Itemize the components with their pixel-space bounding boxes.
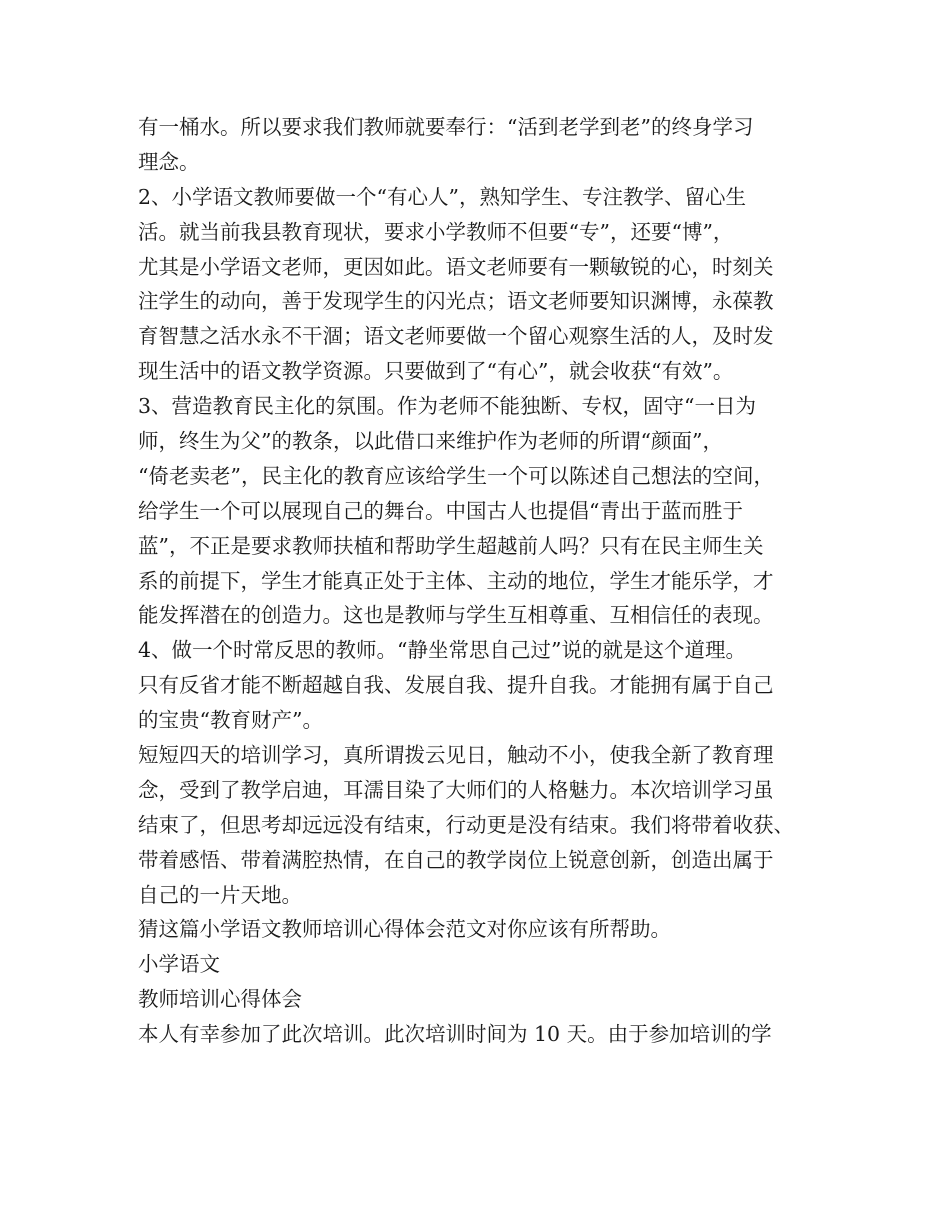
text-line: 的宝贵“教育财产”。 (138, 708, 323, 733)
text-line: 带着感悟、带着满腔热情，在自己的教学岗位上锐意创新，创造出属于 (138, 847, 774, 872)
text-line: 系的前提下，学生才能真正处于主体、主动的地位，学生才能乐学，才 (138, 568, 774, 593)
text-line: 念，受到了教学启迪，耳濡目染了大师们的人格魅力。本次培训学习虽 (138, 777, 774, 802)
text-line: 3、营造教育民主化的氛围。作为老师不能独断、专权，固守“一日为 (138, 394, 757, 419)
document-body (138, 110, 828, 1052)
text-line: 理念。 (138, 149, 200, 174)
text-line: 蓝”，不正是要求教师扶植和帮助学生超越前人吗？只有在民主师生关 (138, 533, 764, 558)
section-heading-line: 教师培训心得体会 (138, 987, 302, 1012)
text-line: 给学生一个可以展现自己的舞台。中国古人也提倡“青出于蓝而胜于 (138, 498, 743, 523)
text-line: 4、做一个时常反思的教师。“静坐常思自己过”说的就是这个道理。 (138, 638, 747, 663)
text-line: 活。就当前我县教育现状，要求小学教师不但要“专”，还要“博”， (138, 219, 734, 244)
text-line: 注学生的动向，善于发现学生的闪光点；语文老师要知识渊博，永葆教 (138, 289, 774, 314)
text-line: 育智慧之活水永不干涸；语文老师要做一个留心观察生活的人，及时发 (138, 324, 774, 349)
text-line: 能发挥潜在的创造力。这也是教师与学生互相尊重、互相信任的表现。 (138, 603, 774, 628)
text-line: 师，终生为父”的教条，以此借口来维护作为老师的所谓“颜面”， (138, 429, 723, 454)
text-line: 短短四天的培训学习，真所谓拨云见日，触动不小，使我全新了教育理 (138, 743, 774, 768)
text-line: 2、小学语文教师要做一个“有心人”，熟知学生、专注教学、留心生 (138, 184, 747, 209)
text-line: 有一桶水。所以要求我们教师就要奉行：“活到老学到老”的终身学习 (138, 115, 754, 139)
text-line: “倚老卖老”，民主化的教育应该给学生一个可以陈述自己想法的空间， (138, 463, 774, 488)
text-line: 本人有幸参加了此次培训。此次培训时间为 10 天。由于参加培训的学 (138, 1022, 772, 1047)
text-line: 现生活中的语文教学资源。只要做到了“有心”，就会收获“有效”。 (138, 359, 734, 384)
text-line: 结束了，但思考却远远没有结束，行动更是没有结束。我们将带着收获、 (138, 812, 794, 837)
text-line: 只有反省才能不断超越自我、发展自我、提升自我。才能拥有属于自己 (138, 673, 774, 698)
text-line: 自己的一片天地。 (138, 882, 302, 907)
text-line: 猜这篇小学语文教师培训心得体会范文对你应该有所帮助。 (138, 917, 671, 942)
section-heading-line: 小学语文 (138, 952, 220, 977)
text-line: 尤其是小学语文老师，更因如此。语文老师要有一颗敏锐的心，时刻关 (138, 254, 774, 279)
